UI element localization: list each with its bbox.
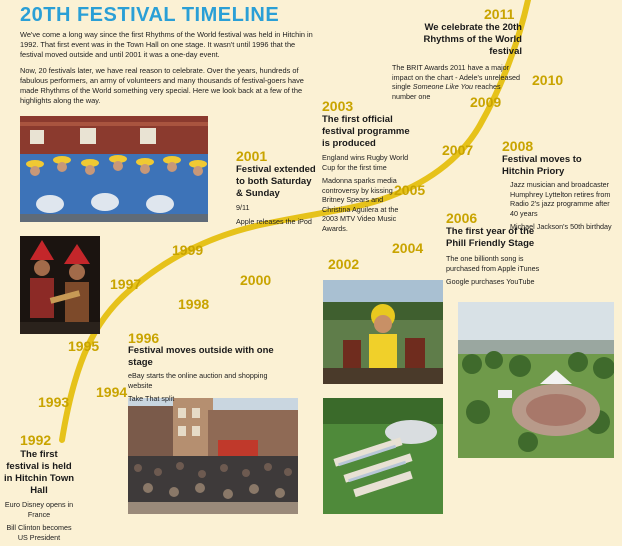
year-1994: 1994 — [96, 384, 128, 400]
event-note: Take That split — [128, 394, 175, 403]
event-note: Madonna sparks media controversy by kissing Britney Spears and Christina Aguilera at the 2003 MTV Video Music Awards. — [322, 176, 399, 233]
year-2001: 2001 — [236, 148, 268, 164]
event-note: England wins Rugby World Cup for the first time — [322, 153, 409, 172]
event-note: The one billionth song is purchased from Apple iTunes — [446, 254, 540, 273]
photo-performers — [20, 236, 100, 334]
event-1996 — [128, 345, 278, 408]
event-note: The BRIT Awards 2011 have a major impact on the chart - Adele's unreleased single — [392, 63, 521, 91]
page-title: 20TH FESTIVAL TIMELINE — [20, 4, 280, 26]
event-headline: We celebrate the 20th Rhythms of the World festival — [423, 22, 522, 57]
event-2001 — [236, 164, 316, 230]
event-1992 — [4, 449, 74, 546]
event-notes — [128, 371, 278, 404]
year-2008: 2008 — [502, 138, 534, 154]
event-note: reaches number one — [392, 82, 501, 101]
year-2007: 2007 — [442, 142, 474, 158]
year-2000: 2000 — [240, 272, 272, 288]
event-headline: Festival moves outside with one stage — [128, 345, 274, 368]
event-note: Euro Disney opens in France — [4, 500, 74, 519]
event-note: Google purchases YouTube — [446, 277, 535, 286]
event-2008 — [502, 154, 614, 236]
photo-outdoor-crowd — [128, 398, 298, 514]
event-note: Apple releases the iPod — [236, 216, 312, 226]
event-2011 — [392, 22, 522, 101]
photo-festival-site — [458, 302, 614, 458]
intro-paragraph: Now, 20 festivals later, we have real reason to celebrate. Over the years, hundreds of fabulous performers, an army of volunteers and many thousands of festival-goers have made Rhythms of the World something very special. Here we look back at a few of the highlights along the way. — [20, 66, 304, 105]
year-2009: 2009 — [470, 94, 502, 110]
photo-aerial-field — [323, 398, 443, 514]
event-notes — [322, 153, 412, 233]
event-note-song: Someone Like You — [412, 82, 473, 91]
event-2006 — [446, 226, 546, 291]
event-headline: Festival extended to both Saturday & Sunday — [236, 164, 316, 199]
event-headline: Festival moves to Hitchin Priory — [502, 154, 582, 177]
event-note: Bill Clinton becomes US President — [6, 523, 72, 542]
event-note: eBay starts the online auction and shopping website — [128, 371, 268, 390]
event-notes — [392, 63, 522, 101]
year-2006: 2006 — [446, 210, 478, 226]
event-notes — [4, 500, 74, 542]
year-2005: 2005 — [394, 182, 426, 198]
event-headline: The first year of the Phill Friendly Stage — [446, 226, 535, 249]
year-1998: 1998 — [178, 296, 210, 312]
year-1993: 1993 — [38, 394, 70, 410]
year-1995: 1995 — [68, 338, 100, 354]
event-note: Michael Jackson's 50th birthday — [510, 222, 612, 231]
photo-drummer — [323, 280, 443, 384]
year-1999: 1999 — [172, 242, 204, 258]
event-notes — [502, 180, 614, 232]
year-1996: 1996 — [128, 330, 160, 346]
event-headline: The first festival is held in Hitchin Town Hall — [4, 449, 75, 496]
year-2004: 2004 — [392, 240, 424, 256]
event-2003 — [322, 114, 412, 237]
event-note: 9/11 — [236, 203, 250, 212]
year-1992: 1992 — [20, 432, 52, 448]
year-2010: 2010 — [532, 72, 564, 88]
intro-paragraph: We've come a long way since the first Rhythms of the World festival was held in Hitchin in 1992. That first event was in the Town Hall on one stage. It wasn't until 1996 that the festival moved outside and until 2001 it was a one-day event. — [20, 30, 313, 59]
year-2002: 2002 — [328, 256, 360, 272]
event-note: Jazz musician and broadcaster Humphrey Lyttelton retires from Radio 2's jazz programme after 40 years — [510, 180, 611, 218]
event-headline: The first official festival programme is produced — [322, 114, 410, 149]
year-1997: 1997 — [110, 276, 142, 292]
event-notes — [236, 203, 316, 226]
event-notes — [446, 254, 546, 287]
photo-samba-band — [20, 116, 208, 222]
year-2003: 2003 — [322, 98, 354, 114]
year-2011: 2011 — [484, 6, 515, 22]
